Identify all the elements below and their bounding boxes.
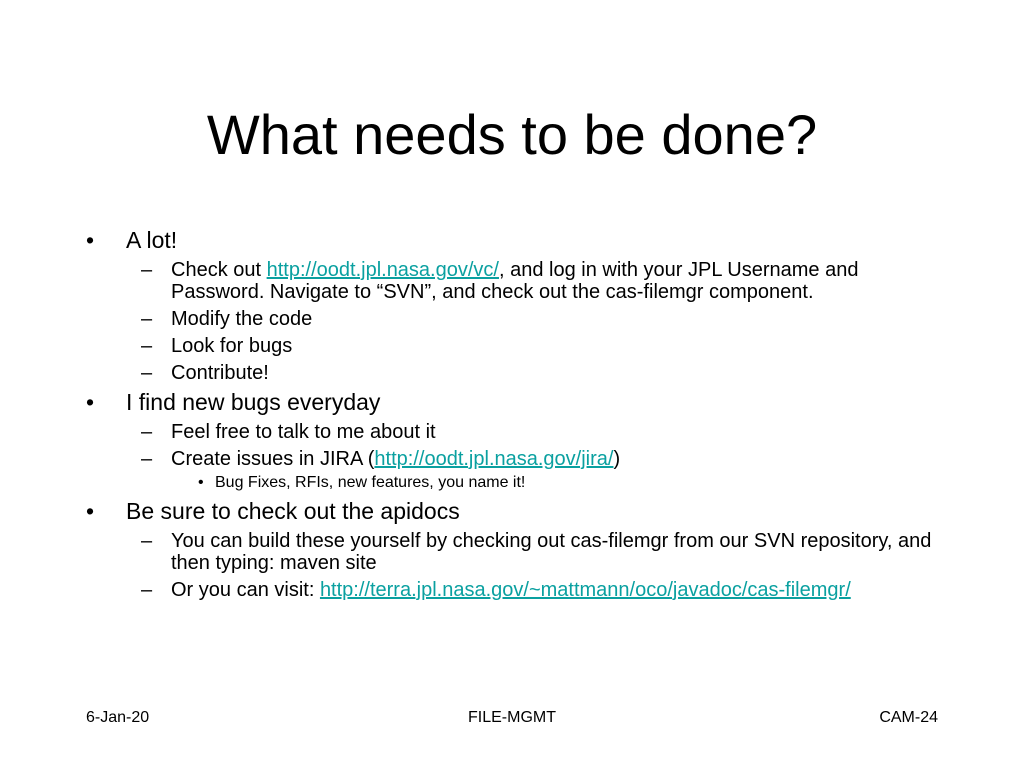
bullet-icon: • bbox=[86, 389, 95, 415]
sub-bullet-item bbox=[0, 579, 1024, 601]
sub-bullet-item bbox=[0, 421, 1024, 443]
bullet-text: I find new bugs everyday bbox=[126, 389, 381, 415]
dash-icon: – bbox=[141, 421, 153, 443]
sub-bullet-item bbox=[0, 448, 1024, 470]
sub-bullet-text: Contribute! bbox=[171, 362, 269, 384]
sub-bullet-text: You can build these yourself by checking out cas-filemgr from our SVN repository, and then typing: maven site bbox=[171, 530, 932, 574]
sub-bullet-text: Or you can visit: bbox=[171, 579, 320, 601]
bullet-text: A lot! bbox=[126, 227, 178, 253]
bullet-item bbox=[0, 389, 1024, 416]
footer-slide-number: CAM-24 bbox=[879, 709, 938, 726]
bullet-icon: • bbox=[198, 474, 204, 491]
dash-icon: – bbox=[141, 579, 153, 601]
sub-bullet-item bbox=[0, 335, 1024, 357]
sub-bullet-item bbox=[0, 308, 1024, 330]
javadoc-link[interactable]: http://terra.jpl.nasa.gov/~mattmann/oco/javadoc/cas-filemgr/ bbox=[319, 579, 851, 601]
sub-bullet-text: , and log in with your JPL Username and Password. Navigate to “SVN”, and check out the cas-filemgr component. bbox=[171, 259, 859, 303]
sub-bullet-text: Create issues in JIRA ( bbox=[171, 448, 375, 470]
dash-icon: – bbox=[141, 448, 153, 470]
vc-link[interactable]: http://oodt.jpl.nasa.gov/vc/ bbox=[266, 259, 499, 281]
dash-icon: – bbox=[141, 335, 153, 357]
jira-link[interactable]: http://oodt.jpl.nasa.gov/jira/ bbox=[374, 448, 614, 470]
slide-title: What needs to be done? bbox=[206, 103, 818, 166]
sub-bullet-text: Look for bugs bbox=[171, 335, 293, 357]
sub-bullet-text: Modify the code bbox=[171, 308, 313, 330]
sub-bullet-item bbox=[0, 259, 1024, 303]
sub-bullet-text: ) bbox=[613, 448, 621, 470]
sub-sub-bullet-item bbox=[0, 473, 1024, 493]
bullet-icon: • bbox=[86, 498, 95, 524]
dash-icon: – bbox=[141, 362, 153, 384]
bullet-text: Be sure to check out the apidocs bbox=[126, 498, 460, 524]
bullet-item bbox=[0, 498, 1024, 525]
dash-icon: – bbox=[141, 308, 153, 330]
footer-title: FILE-MGMT bbox=[468, 709, 556, 726]
sub-sub-bullet-text: Bug Fixes, RFIs, new features, you name it! bbox=[215, 474, 526, 491]
bullet-item bbox=[0, 227, 1024, 254]
sub-bullet-text: Feel free to talk to me about it bbox=[171, 421, 436, 443]
sub-bullet-item bbox=[0, 362, 1024, 384]
slide-body bbox=[0, 222, 1024, 601]
dash-icon: – bbox=[141, 530, 153, 552]
sub-bullet-item bbox=[0, 530, 1024, 574]
bullet-icon: • bbox=[86, 227, 95, 253]
sub-bullet-text: Check out bbox=[171, 259, 267, 281]
footer-date: 6-Jan-20 bbox=[86, 709, 150, 726]
dash-icon: – bbox=[141, 259, 153, 281]
